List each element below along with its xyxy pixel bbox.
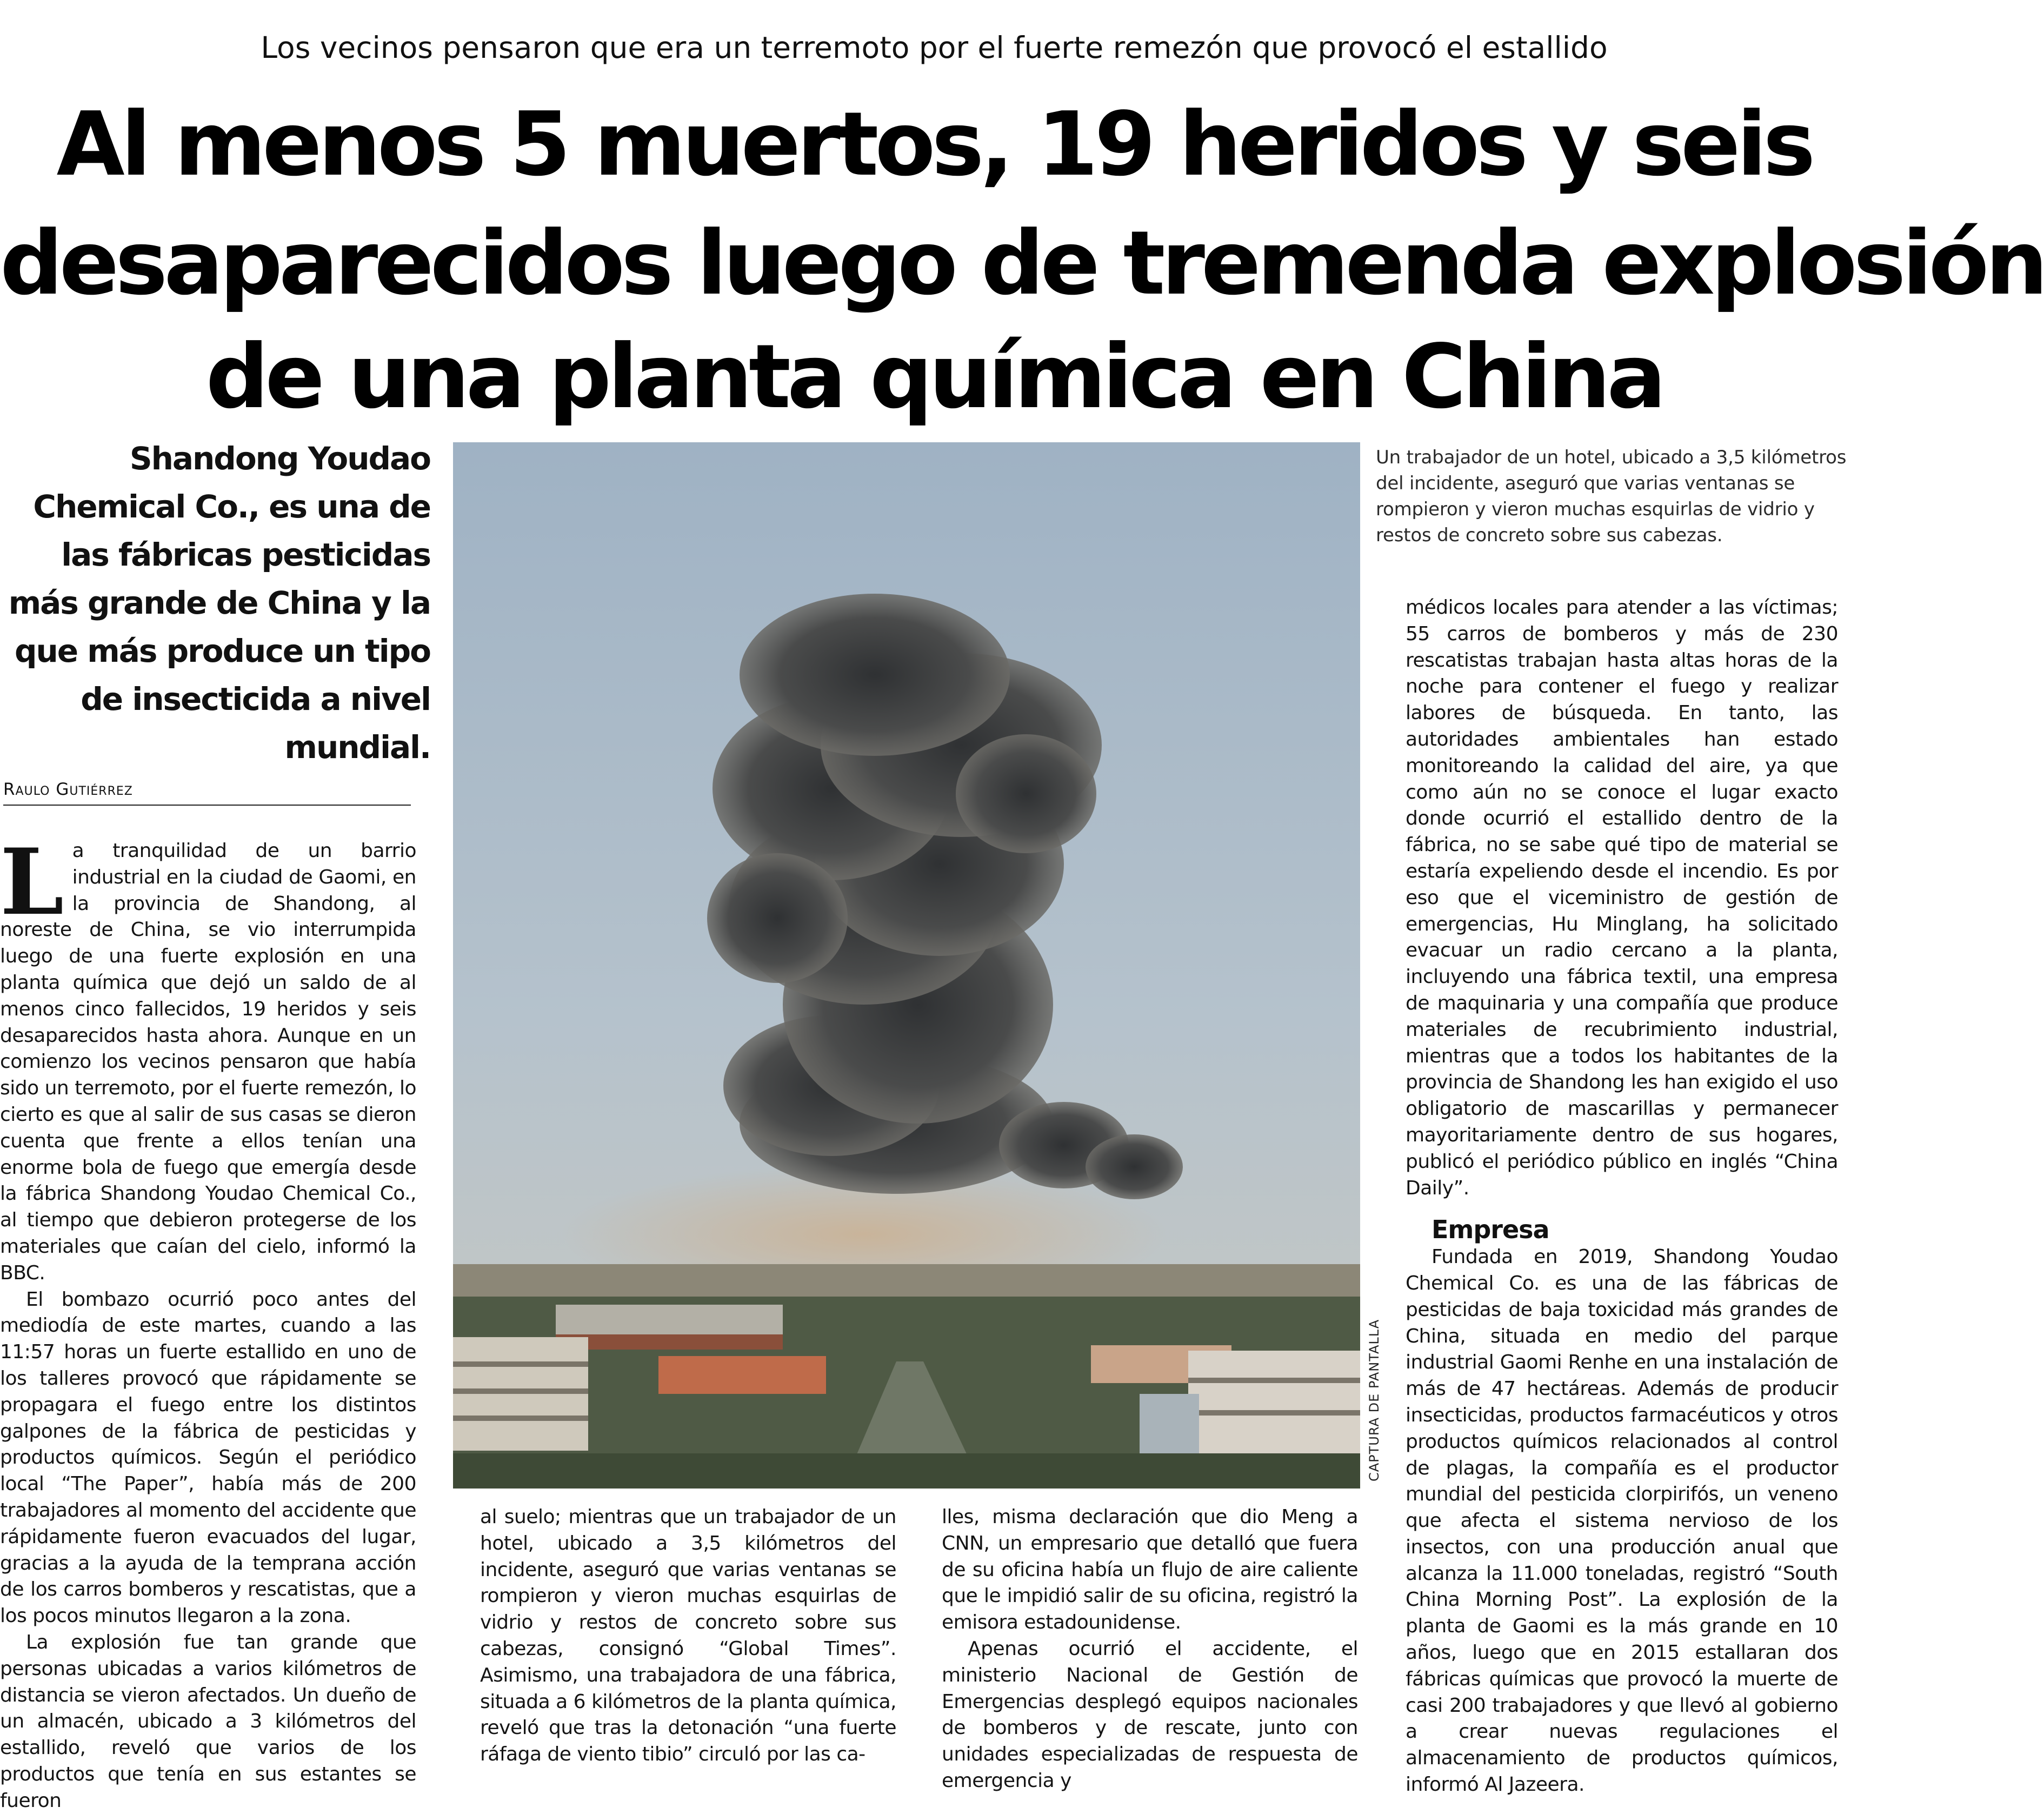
article-paragraph-3-continued-2: lles, misma declaración que dio Meng a CNN, un empresario que detalló que fuera de su oficina había un flujo de aire caliente que le impidió salir de su oficina, registró la emisora estadounidense. — [942, 1506, 1358, 1634]
article-paragraph-3-continued: al suelo; mientras que un trabajador de un hotel, ubicado a 3,5 kilómetros del incidente, aseguró que varias ventanas se rompieron y vieron muchas esquirlas de vidrio y restos de concreto sobre sus cabezas, consignó “Global Times”. Asimismo, una trabajadora de una fábrica, situada a 6 kilómetros de la planta química, reveló que tras la detonación “una fuerte ráfaga de viento tibio” circuló por las ca- — [480, 1506, 896, 1766]
explosion-photo — [453, 442, 1360, 1489]
article-paragraph-4: Apenas ocurrió el accidente, el ministerio Nacional de Gestión de Emergencias desplegó equipos nacionales de bomberos y de rescate, junto con unidades especializadas de respuesta de emergencia y — [942, 1637, 1358, 1792]
deck-summary: Shandong Youdao Chemical Co., es una de las fábricas pesticidas más grande de China y la que más produce un tipo de insecticida a nivel mundial. — [8, 440, 430, 766]
photo-caption: Un trabajador de un hotel, ubicado a 3,5 kilómetros del incidente, aseguró que varias ventanas se rompieron y vieron muchas esquirlas de vidrio y restos de concreto sobre sus cabezas. — [1376, 447, 1847, 546]
article-column-3 — [942, 1504, 1358, 1792]
drop-cap: L — [0, 828, 64, 935]
article-column-2 — [480, 1504, 896, 1779]
headline-line-3: de una planta química en China — [205, 326, 1663, 428]
article-paragraph-1: La tranquilidad de un barrio industrial en la ciudad de Gaomi, en la provincia de Shandong, al noreste de China, se vio interrumpida luego de una fuerte explosión en una planta química que dejó un saldo de al menos cinco fallecidos, 19 heridos y seis desaparecidos hasta ahora. Aunque en un comienzo los vecinos pensaron que había sido un terremoto, por el fuerte remezón, lo cierto es que al salir de sus casas se dieron cuenta que frente a ellos tenían una enorme bola de fuego que emergía desde la fábrica Shandong Youdao Chemical Co., al tiempo que debieron protegerse de los materiales que caían del cielo, informó la BBC. — [0, 828, 416, 1284]
article-paragraph-2: El bombazo ocurrió poco antes del mediodía de este martes, cuando a las 11:57 horas un fuerte estallido en uno de los talleres provocó que rápidamente se propagara el fuego entre los distintos galpones de la fábrica de pesticidas y productos químicos. Según el periódico local “The Paper”, había más de 200 trabajadores al momento del accidente que rápidamente fueron evacuados del lugar, gracias a la ayuda de la temprana acción de los carros bomberos y rescatistas, que a los pocos minutos llegaron a la zona. — [0, 1288, 416, 1627]
article-paragraph-4-continued: médicos locales para atender a las víctimas; 55 carros de bomberos y más de 230 rescatistas trabajan hasta altas horas de la noche para contener el fuego y realizar labores de búsqueda. En tanto, las autoridades ambientales han estado monitoreando la calidad del aire, ya que como aún no se conoce el lugar exacto donde ocurrió el estallido dentro de la fábrica, no se sabe qué tipo de material se estaría expeliendo desde el incendio. Es por eso que el viceministro de gestión de emergencias, Hu Minglang, ha solicitado evacuar un radio cercano a la planta, incluyendo una fábrica textil, una empresa de maquinaria y una compañía que produce materiales de recubrimiento industrial, mientras que a todos los habitantes de la provincia de Shandong les han exigido el uso obligatorio de mascarillas y permanecer mayoritariamente dentro de sus hogares, publicó el periódico público en inglés “China Daily”. — [1406, 596, 1838, 1199]
article-paragraph-3: La explosión fue tan grande que personas ubicadas a varios kilómetros de distancia se vieron afectados. Un dueño de un almacén, ubicado a 3 kilómetros del estallido, reveló que varios de los productos que tenía en sus estantes se fueron — [0, 1631, 416, 1812]
photo-credit: CAPTURA DE PANTALLA — [1367, 1319, 1382, 1481]
byline: Raulo Gutiérrez — [3, 780, 411, 806]
article-column-4 — [1406, 595, 1838, 1796]
article-column-1 — [0, 828, 416, 1812]
headline-line-1: Al menos 5 muertos, 19 heridos y seis — [56, 94, 1812, 196]
headline-line-2: desaparecidos luego de tremenda explosión — [0, 212, 2044, 315]
kicker: Los vecinos pensaron que era un terremoto por el fuerte remezón que provocó el estallido — [261, 30, 1608, 65]
section-heading-empresa: Empresa — [1432, 1215, 1549, 1245]
article-paragraph-5: Fundada en 2019, Shandong Youdao Chemical Co. es una de las fábricas de pesticidas de baja toxicidad más grandes de China, situada en medio del parque industrial Gaomi Renhe en una instalación de más de 47 hectáreas. Además de producir insecticidas, productos farmacéuticos y otros productos químicos relacionados al control de plagas, la compañía es el productor mundial del pesticida clorpirifós, un veneno que afecta el sistema nervioso de los insectos, con una producción anual que alcanza la 11.000 toneladas, registró “South China Morning Post”. La explosión de la planta de Gaomi es la más grande en 10 años, luego que en 2015 estallaran dos fábricas químicas que provocó la muerte de casi 200 trabajadores y que llevó al gobierno a crear nuevas regulaciones el almacenamiento de productos químicos, informó Al Jazeera. — [1406, 1246, 1838, 1796]
